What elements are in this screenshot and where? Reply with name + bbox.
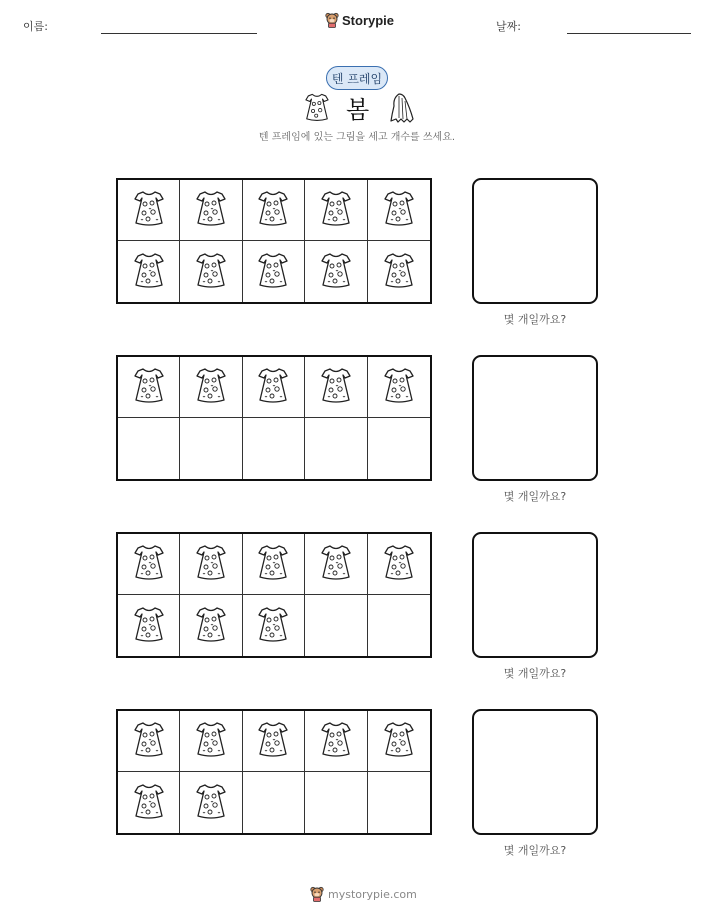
name-label: 이름:: [23, 20, 48, 33]
ten-frame-cell: [305, 241, 367, 302]
ten-frame-cell: [305, 534, 367, 595]
worksheet-title: 봄: [346, 96, 370, 124]
dress-icon: [319, 251, 353, 293]
ten-frame-cell: [180, 711, 242, 772]
ten-frame: [116, 355, 432, 481]
dress-icon: [132, 366, 166, 408]
ten-frame-cell: [368, 418, 430, 479]
dress-icon: [194, 366, 228, 408]
brand: [325, 12, 394, 28]
ten-frame: [116, 178, 432, 304]
ten-frame-cell: [118, 357, 180, 418]
footer-url: mystorypie.com: [328, 887, 417, 901]
dress-icon: [132, 720, 166, 762]
ten-frame: [116, 532, 432, 658]
ten-frame-cell: [180, 241, 242, 302]
question-label: 몇 개일까요?: [503, 490, 567, 503]
ten-frame-cell: [243, 534, 305, 595]
ten-frame-cell: [243, 180, 305, 241]
ten-frame-cell: [305, 180, 367, 241]
dress-icon: [132, 189, 166, 231]
dress-icon: [132, 251, 166, 293]
ten-frame-cell: [243, 357, 305, 418]
question-label: 몇 개일까요?: [503, 313, 567, 326]
dress-icon: [194, 720, 228, 762]
ten-frame-cell: [305, 357, 367, 418]
dress-icon: [256, 720, 290, 762]
dress-icon: [319, 543, 353, 585]
dress-icon: [194, 543, 228, 585]
name-line: [101, 33, 257, 34]
ten-frame-cell: [118, 772, 180, 833]
answer-box[interactable]: [472, 709, 598, 835]
ten-frame-cell: [305, 595, 367, 656]
dress-icon: [256, 605, 290, 647]
ten-frame-cell: [368, 711, 430, 772]
instruction: 텐 프레임에 있는 그림을 세고 개수를 쓰세요.: [258, 132, 456, 143]
dress-icon: [382, 543, 416, 585]
ten-frame-cell: [118, 595, 180, 656]
ten-frame-cell: [305, 711, 367, 772]
ten-frame-cell: [305, 418, 367, 479]
bear-logo-icon: [325, 12, 339, 28]
dress-icon: [302, 92, 332, 122]
ten-frame-cell: [180, 595, 242, 656]
dress-icon: [382, 189, 416, 231]
answer-box[interactable]: [472, 355, 598, 481]
ten-frame-cell: [305, 772, 367, 833]
footer: [310, 886, 417, 902]
ten-frame-cell: [368, 241, 430, 302]
ten-frame-cell: [180, 418, 242, 479]
ten-frame-cell: [243, 418, 305, 479]
dress-icon: [319, 366, 353, 408]
dress-icon: [132, 543, 166, 585]
ten-frame-cell: [243, 241, 305, 302]
ten-frame-cell: [243, 772, 305, 833]
ten-frame-cell: [118, 418, 180, 479]
answer-box[interactable]: [472, 532, 598, 658]
date-label: 날짜:: [496, 20, 521, 33]
dress-icon: [132, 605, 166, 647]
ten-frame: [116, 709, 432, 835]
ten-frame-cell: [243, 595, 305, 656]
dress-icon: [256, 366, 290, 408]
ten-frame-cell: [368, 180, 430, 241]
scarf-icon: [388, 92, 416, 124]
ten-frame-cell: [368, 534, 430, 595]
dress-icon: [256, 543, 290, 585]
dress-icon: [256, 251, 290, 293]
dress-icon: [194, 605, 228, 647]
dress-icon: [382, 366, 416, 408]
title-row: [300, 90, 420, 126]
ten-frame-cell: [118, 711, 180, 772]
dress-icon: [382, 251, 416, 293]
dress-icon: [194, 189, 228, 231]
answer-box[interactable]: [472, 178, 598, 304]
dress-icon: [319, 189, 353, 231]
ten-frame-cell: [118, 241, 180, 302]
dress-icon: [132, 782, 166, 824]
ten-frame-cell: [368, 772, 430, 833]
ten-frame-cell: [368, 357, 430, 418]
ten-frame-cell: [243, 711, 305, 772]
ten-frame-cell: [118, 180, 180, 241]
topic-badge: 텐 프레임: [326, 66, 388, 90]
ten-frame-cell: [118, 534, 180, 595]
dress-icon: [319, 720, 353, 762]
ten-frame-cell: [368, 595, 430, 656]
brand-name: Storypie: [342, 12, 395, 28]
dress-icon: [194, 782, 228, 824]
date-line: [567, 33, 691, 34]
dress-icon: [382, 720, 416, 762]
ten-frame-cell: [180, 534, 242, 595]
bear-logo-icon: [310, 886, 324, 902]
ten-frame-cell: [180, 357, 242, 418]
ten-frame-cell: [180, 772, 242, 833]
ten-frame-cell: [180, 180, 242, 241]
dress-icon: [256, 189, 290, 231]
question-label: 몇 개일까요?: [503, 844, 567, 857]
dress-icon: [194, 251, 228, 293]
question-label: 몇 개일까요?: [503, 667, 567, 680]
